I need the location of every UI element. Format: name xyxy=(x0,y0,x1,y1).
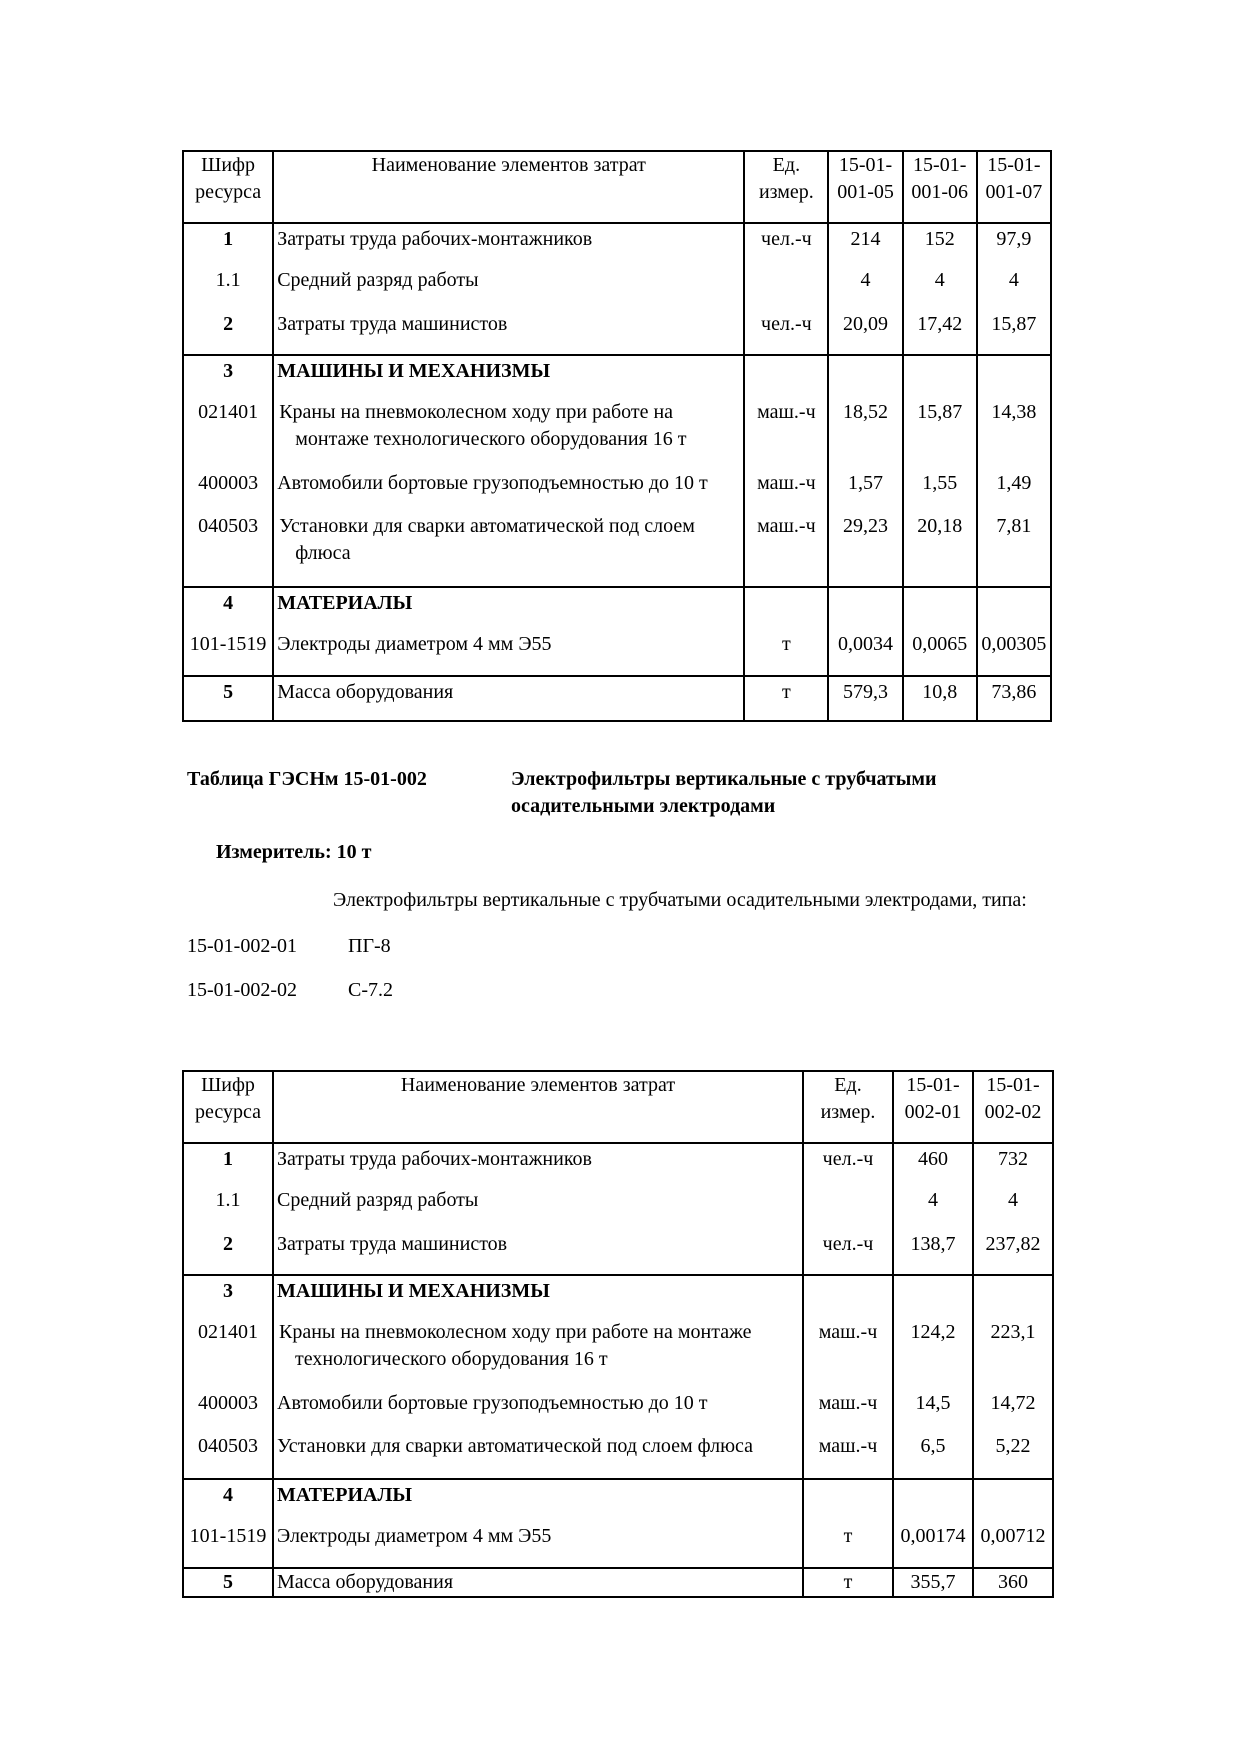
row-code: 5 xyxy=(183,1568,273,1597)
row-value: 20,09 xyxy=(828,311,902,355)
row-name-text: Краны на пневмоколесном ходу при работе на монтаже технологического оборудования 16 т xyxy=(279,1321,752,1370)
row-code: 101-1519 xyxy=(183,1523,273,1568)
row-value xyxy=(977,587,1051,631)
row-name: Затраты труда рабочих-монтажников xyxy=(273,1143,803,1187)
measure-unit: Измеритель: 10 т xyxy=(216,841,372,863)
table-row xyxy=(183,1275,1053,1319)
row-value: 579,3 xyxy=(828,676,902,721)
header-unit: Ед. измер. xyxy=(803,1071,893,1143)
section-title: МАТЕРИАЛЫ xyxy=(273,1479,803,1523)
table-row xyxy=(183,1319,1053,1390)
row-value: 237,82 xyxy=(973,1231,1053,1275)
row-code: 101-1519 xyxy=(183,631,273,676)
table-row xyxy=(183,631,1051,676)
row-code: 400003 xyxy=(183,470,273,513)
row-unit: чел.-ч xyxy=(744,223,828,267)
row-value: 214 xyxy=(828,223,902,267)
header-unit: Ед. измер. xyxy=(744,151,828,223)
item-label: ПГ-8 xyxy=(348,935,391,957)
row-value: 10,8 xyxy=(903,676,977,721)
row-name: Затраты труда машинистов xyxy=(273,1231,803,1275)
row-name: Средний разряд работы xyxy=(273,267,744,311)
header-code: Шифр ресурса xyxy=(183,151,273,223)
row-value: 1,57 xyxy=(828,470,902,513)
row-value xyxy=(903,355,977,399)
row-value: 97,9 xyxy=(977,223,1051,267)
table-row xyxy=(183,355,1051,399)
row-unit xyxy=(744,355,828,399)
header-name: Наименование элементов затрат xyxy=(273,151,744,223)
row-code: 021401 xyxy=(183,1319,273,1390)
table-row xyxy=(183,399,1051,470)
row-unit: маш.-ч xyxy=(744,399,828,470)
row-value xyxy=(973,1479,1053,1523)
row-name: Масса оборудования xyxy=(273,1568,803,1597)
row-name: Масса оборудования xyxy=(273,676,744,721)
row-value: 0,0065 xyxy=(903,631,977,676)
row-value: 0,0034 xyxy=(828,631,902,676)
resource-table-1 xyxy=(182,150,1052,722)
table-row xyxy=(183,223,1051,267)
header-name: Наименование элементов затрат xyxy=(273,1071,803,1143)
table-row xyxy=(183,1143,1053,1187)
row-value: 0,00305 xyxy=(977,631,1051,676)
table-row xyxy=(183,1568,1053,1597)
row-value: 29,23 xyxy=(828,513,902,587)
row-value xyxy=(903,587,977,631)
row-unit: чел.-ч xyxy=(803,1143,893,1187)
table-row xyxy=(183,1390,1053,1433)
row-name: Затраты труда машинистов xyxy=(273,311,744,355)
row-name: Установки для сварки автоматической под слоем флюса xyxy=(273,1433,803,1479)
table-row xyxy=(183,311,1051,355)
row-code: 1 xyxy=(183,223,273,267)
row-code: 1.1 xyxy=(183,267,273,311)
table-row xyxy=(183,587,1051,631)
row-value: 360 xyxy=(973,1568,1053,1597)
row-unit: т xyxy=(803,1568,893,1597)
row-value: 4 xyxy=(903,267,977,311)
section-title: МАТЕРИАЛЫ xyxy=(273,587,744,631)
row-unit: маш.-ч xyxy=(803,1433,893,1479)
row-value: 15,87 xyxy=(977,311,1051,355)
header-code: Шифр ресурса xyxy=(183,1071,273,1143)
row-name: Средний разряд работы xyxy=(273,1187,803,1231)
row-value: 4 xyxy=(828,267,902,311)
row-value xyxy=(828,355,902,399)
header-col-2: 15-01-001-06 xyxy=(903,151,977,223)
table-row xyxy=(183,1231,1053,1275)
table-title: Электрофильтры вертикальные с трубчатыми осадительными электродами xyxy=(511,768,937,817)
row-unit xyxy=(744,267,828,311)
table-label: Таблица ГЭСНм 15-01-002 xyxy=(187,768,427,790)
row-unit xyxy=(803,1275,893,1319)
row-name xyxy=(273,513,744,587)
row-value xyxy=(893,1479,973,1523)
row-code: 021401 xyxy=(183,399,273,470)
table-row xyxy=(183,1479,1053,1523)
row-unit: маш.-ч xyxy=(803,1319,893,1390)
item-label: С-7.2 xyxy=(348,979,393,1001)
header-col-2: 15-01-002-02 xyxy=(973,1071,1053,1143)
row-unit xyxy=(803,1187,893,1231)
row-value: 124,2 xyxy=(893,1319,973,1390)
row-code: 3 xyxy=(183,355,273,399)
row-code: 3 xyxy=(183,1275,273,1319)
row-unit: т xyxy=(803,1523,893,1568)
row-code: 4 xyxy=(183,1479,273,1523)
header-col-1: 15-01-001-05 xyxy=(828,151,902,223)
row-unit: чел.-ч xyxy=(744,311,828,355)
section-title: МАШИНЫ И МЕХАНИЗМЫ xyxy=(273,1275,803,1319)
resource-table-2 xyxy=(182,1070,1054,1598)
row-value: 1,55 xyxy=(903,470,977,513)
row-unit: т xyxy=(744,631,828,676)
row-value: 0,00174 xyxy=(893,1523,973,1568)
item-code: 15-01-002-02 xyxy=(187,979,297,1001)
row-value: 7,81 xyxy=(977,513,1051,587)
row-code: 040503 xyxy=(183,1433,273,1479)
row-unit xyxy=(803,1479,893,1523)
row-code: 400003 xyxy=(183,1390,273,1433)
header-col-1: 15-01-002-01 xyxy=(893,1071,973,1143)
table-header-row xyxy=(183,1071,1053,1143)
row-value: 223,1 xyxy=(973,1319,1053,1390)
row-unit: маш.-ч xyxy=(744,470,828,513)
row-unit: т xyxy=(744,676,828,721)
table-row xyxy=(183,513,1051,587)
row-value: 4 xyxy=(973,1187,1053,1231)
row-value: 4 xyxy=(893,1187,973,1231)
row-name: Электроды диаметром 4 мм Э55 xyxy=(273,1523,803,1568)
row-name: Автомобили бортовые грузоподъемностью до 10 т xyxy=(273,470,744,513)
table-row xyxy=(183,267,1051,311)
row-value: 17,42 xyxy=(903,311,977,355)
row-value: 14,5 xyxy=(893,1390,973,1433)
row-value: 14,72 xyxy=(973,1390,1053,1433)
row-code: 1 xyxy=(183,1143,273,1187)
row-value xyxy=(973,1275,1053,1319)
row-value xyxy=(977,355,1051,399)
section-title: МАШИНЫ И МЕХАНИЗМЫ xyxy=(273,355,744,399)
row-unit: чел.-ч xyxy=(803,1231,893,1275)
row-unit xyxy=(744,587,828,631)
row-value: 15,87 xyxy=(903,399,977,470)
row-name xyxy=(273,399,744,470)
row-value: 0,00712 xyxy=(973,1523,1053,1568)
row-value: 732 xyxy=(973,1143,1053,1187)
row-value: 5,22 xyxy=(973,1433,1053,1479)
item-code: 15-01-002-01 xyxy=(187,935,297,957)
row-code: 5 xyxy=(183,676,273,721)
row-unit: маш.-ч xyxy=(744,513,828,587)
row-code: 1.1 xyxy=(183,1187,273,1231)
row-value: 138,7 xyxy=(893,1231,973,1275)
row-value: 20,18 xyxy=(903,513,977,587)
row-name xyxy=(273,1319,803,1390)
row-value: 6,5 xyxy=(893,1433,973,1479)
table-row xyxy=(183,1523,1053,1568)
row-code: 4 xyxy=(183,587,273,631)
row-value: 1,49 xyxy=(977,470,1051,513)
table-row xyxy=(183,1187,1053,1231)
row-value: 460 xyxy=(893,1143,973,1187)
row-value xyxy=(893,1275,973,1319)
row-name-text: Установки для сварки автоматической под слоем флюса xyxy=(279,515,695,564)
row-value: 18,52 xyxy=(828,399,902,470)
row-value xyxy=(828,587,902,631)
row-value: 14,38 xyxy=(977,399,1051,470)
header-col-3: 15-01-001-07 xyxy=(977,151,1051,223)
table-header-row xyxy=(183,151,1051,223)
table-row xyxy=(183,676,1051,721)
description: Электрофильтры вертикальные с трубчатыми осадительными электродами, типа: xyxy=(333,889,1027,911)
row-name: Электроды диаметром 4 мм Э55 xyxy=(273,631,744,676)
row-code: 040503 xyxy=(183,513,273,587)
row-value: 4 xyxy=(977,267,1051,311)
row-code: 2 xyxy=(183,1231,273,1275)
row-code: 2 xyxy=(183,311,273,355)
table-row xyxy=(183,1433,1053,1479)
row-value: 355,7 xyxy=(893,1568,973,1597)
row-value: 152 xyxy=(903,223,977,267)
row-name-text: Краны на пневмоколесном ходу при работе на монтаже технологического оборудования 16 т xyxy=(279,401,687,450)
row-unit: маш.-ч xyxy=(803,1390,893,1433)
table-row xyxy=(183,470,1051,513)
row-name: Автомобили бортовые грузоподъемностью до 10 т xyxy=(273,1390,803,1433)
row-name: Затраты труда рабочих-монтажников xyxy=(273,223,744,267)
row-value: 73,86 xyxy=(977,676,1051,721)
